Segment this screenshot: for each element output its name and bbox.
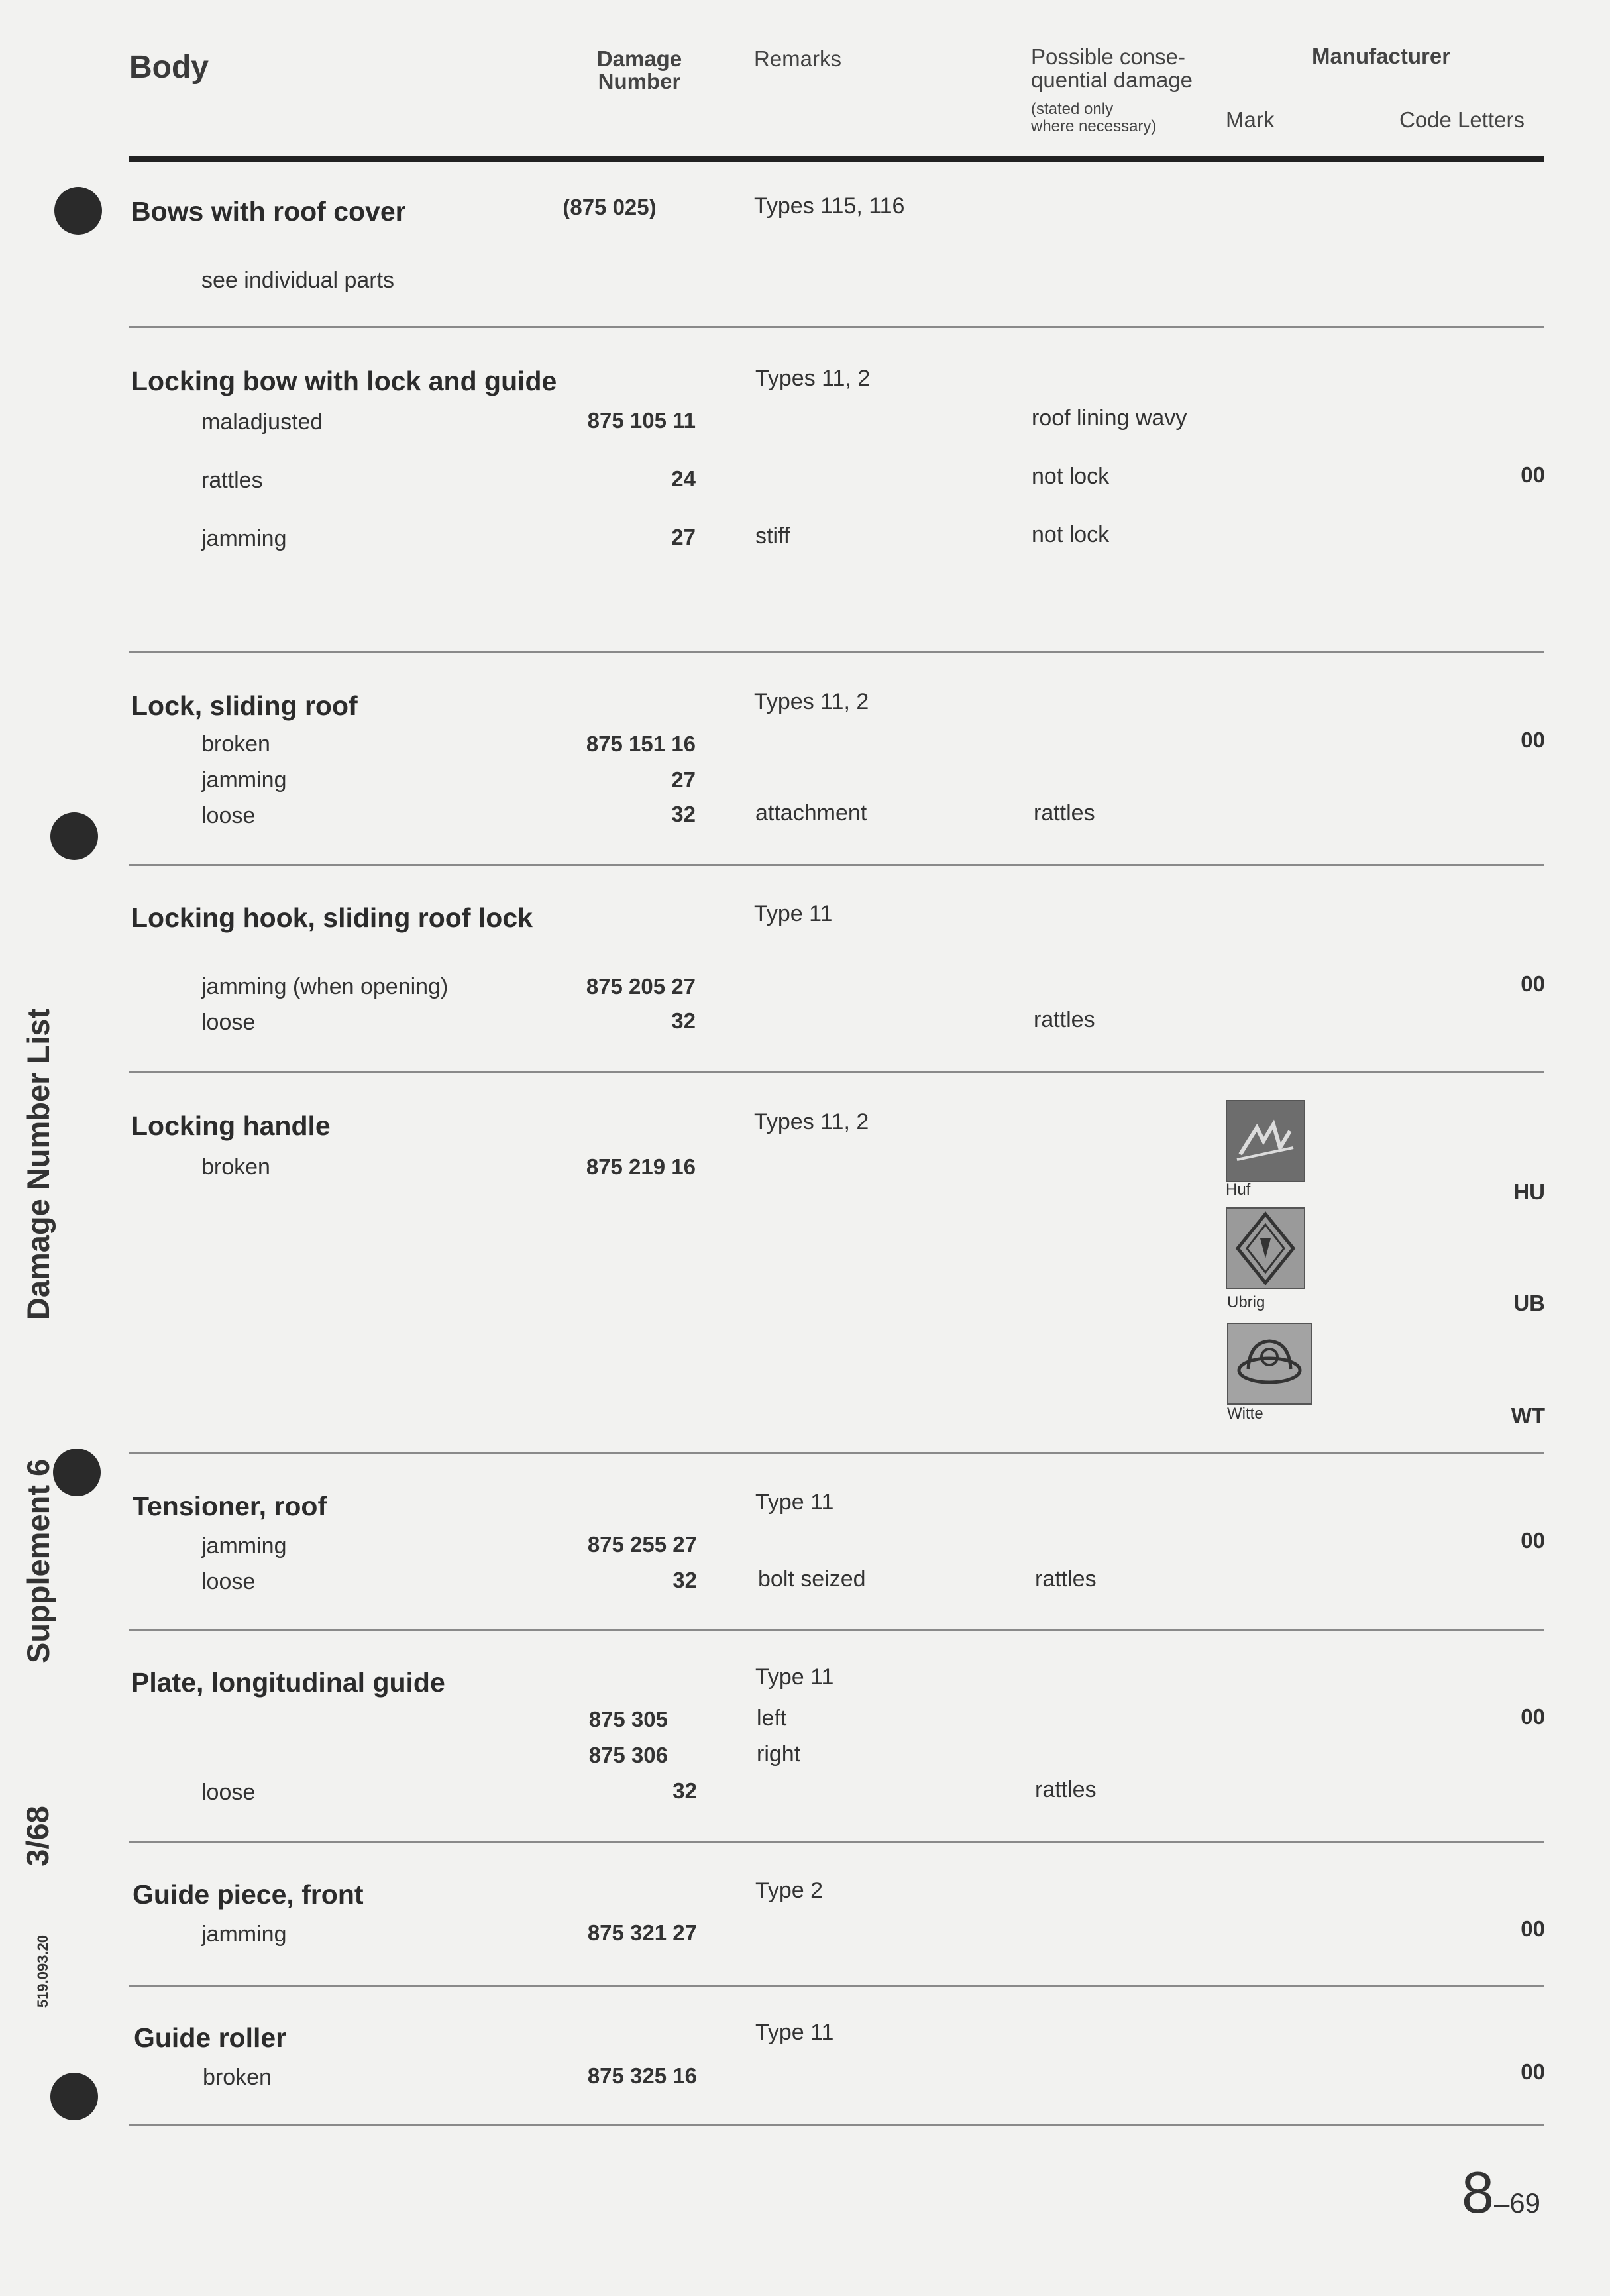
remark: Type 11 bbox=[755, 2020, 834, 2045]
header-consequential-damage: Possible conse- quential damage bbox=[1031, 44, 1193, 92]
consequential-damage: rattles bbox=[1034, 800, 1095, 826]
header-code-letters: Code Letters bbox=[1399, 107, 1525, 132]
damage-item: jamming bbox=[201, 1533, 287, 1558]
damage-number: 27 bbox=[671, 525, 696, 549]
binder-hole bbox=[54, 187, 102, 235]
side-label-doc-number: 519.093.20 bbox=[34, 1934, 51, 2008]
damage-item: broken bbox=[201, 1154, 270, 1179]
header-manufacturer: Manufacturer bbox=[1312, 44, 1451, 68]
damage-item: loose bbox=[201, 1010, 256, 1035]
code-letters: 00 bbox=[1521, 1916, 1545, 1941]
page-number-sub: –69 bbox=[1493, 2187, 1541, 2218]
manufacturer-name: Huf bbox=[1226, 1181, 1251, 1199]
remark: Types 115, 116 bbox=[754, 193, 905, 219]
header-mark: Mark bbox=[1226, 107, 1275, 132]
header-damage-number: Damage Number bbox=[596, 46, 682, 93]
damage-item: loose bbox=[201, 1569, 256, 1594]
damage-number: 875 255 27 bbox=[587, 1532, 697, 1557]
binder-hole bbox=[53, 1449, 101, 1496]
header-rule bbox=[129, 156, 1544, 162]
consequential-damage: rattles bbox=[1035, 1566, 1097, 1592]
remark: Type 11 bbox=[754, 901, 833, 926]
code-letters: 00 bbox=[1521, 728, 1545, 752]
remark: Types 11, 2 bbox=[755, 366, 871, 391]
code-letters: 00 bbox=[1521, 1528, 1545, 1553]
group-title: Locking hook, sliding roof lock bbox=[131, 902, 533, 933]
damage-number: 32 bbox=[672, 1568, 697, 1592]
group-divider bbox=[129, 1071, 1544, 1073]
group-divider bbox=[129, 1841, 1544, 1843]
remark: Types 11, 2 bbox=[754, 689, 869, 714]
damage-item: jamming bbox=[201, 1922, 287, 1947]
consequential-damage: roof lining wavy bbox=[1032, 406, 1187, 431]
binder-hole bbox=[50, 812, 98, 860]
group-title: Locking handle bbox=[131, 1111, 331, 1141]
damage-item: maladjusted bbox=[201, 410, 323, 435]
page-number bbox=[1462, 2159, 1540, 2226]
binder-hole bbox=[50, 2073, 98, 2120]
ubrig-logo-mark bbox=[1226, 1207, 1305, 1289]
damage-number: (875 025) bbox=[563, 195, 657, 219]
damage-item: broken bbox=[203, 2065, 272, 2090]
group-divider bbox=[129, 1985, 1544, 1987]
damage-number: 875 151 16 bbox=[586, 732, 696, 756]
code-letters: 00 bbox=[1521, 1704, 1545, 1729]
damage-number: 875 205 27 bbox=[586, 974, 696, 999]
damage-number: 32 bbox=[671, 1009, 696, 1033]
group-title: Tensioner, roof bbox=[133, 1491, 327, 1521]
damage-number: 875 219 16 bbox=[586, 1154, 696, 1179]
side-label-supplement: Supplement 6 bbox=[21, 1458, 56, 1663]
damage-number: 32 bbox=[672, 1778, 697, 1803]
damage-number: 875 105 11 bbox=[587, 408, 696, 433]
group-title: Guide roller bbox=[134, 2022, 287, 2053]
code-letters: HU bbox=[1513, 1179, 1545, 1204]
manufacturer-name: Witte bbox=[1227, 1405, 1263, 1423]
consequential-damage: rattles bbox=[1035, 1777, 1097, 1802]
group-title: Bows with roof cover bbox=[131, 196, 406, 227]
remark: Types 11, 2 bbox=[754, 1109, 869, 1134]
code-letters: 00 bbox=[1521, 2059, 1545, 2084]
consequential-damage: not lock bbox=[1032, 522, 1110, 547]
code-letters: UB bbox=[1513, 1291, 1545, 1315]
damage-item: jamming bbox=[201, 767, 287, 793]
header-consequential-note: (stated only where necessary) bbox=[1031, 100, 1157, 135]
group-divider bbox=[129, 1452, 1544, 1454]
remark: left bbox=[757, 1706, 787, 1731]
damage-item: loose bbox=[201, 803, 256, 828]
code-letters: 00 bbox=[1521, 971, 1545, 996]
side-label-list-name: Damage Number List bbox=[21, 1008, 56, 1321]
group-title: Lock, sliding roof bbox=[131, 690, 358, 721]
damage-number: 32 bbox=[671, 802, 696, 826]
remark: right bbox=[757, 1741, 801, 1767]
damage-number: 875 305 bbox=[588, 1707, 668, 1731]
code-letters: WT bbox=[1511, 1403, 1545, 1428]
huf-logo-mark bbox=[1226, 1100, 1305, 1182]
damage-number: 27 bbox=[671, 767, 696, 792]
group-divider bbox=[129, 864, 1544, 866]
manufacturer-name: Ubrig bbox=[1227, 1293, 1265, 1311]
damage-number: 875 306 bbox=[588, 1743, 668, 1767]
page-number-main: 8 bbox=[1462, 2159, 1494, 2225]
remark: attachment bbox=[755, 800, 867, 826]
group-divider bbox=[129, 1629, 1544, 1631]
remark: stiff bbox=[755, 523, 790, 549]
damage-item: jamming bbox=[201, 526, 287, 551]
damage-item: see individual parts bbox=[201, 268, 395, 293]
damage-item: rattles bbox=[201, 468, 263, 493]
remark: Type 2 bbox=[755, 1878, 824, 1903]
consequential-damage: not lock bbox=[1032, 464, 1110, 489]
group-title: Plate, longitudinal guide bbox=[131, 1667, 445, 1698]
damage-number: 24 bbox=[671, 466, 696, 491]
damage-item: loose bbox=[201, 1780, 256, 1805]
group-divider bbox=[129, 326, 1544, 328]
group-title: Locking bow with lock and guide bbox=[131, 366, 557, 396]
code-letters: 00 bbox=[1521, 463, 1545, 487]
group-title: Guide piece, front bbox=[133, 1879, 364, 1910]
remark: Type 11 bbox=[755, 1665, 834, 1690]
group-divider bbox=[129, 651, 1544, 653]
damage-number: 875 321 27 bbox=[587, 1920, 697, 1945]
damage-item: broken bbox=[201, 732, 270, 757]
witte-logo-mark bbox=[1227, 1323, 1312, 1405]
side-label-date: 3/68 bbox=[20, 1806, 55, 1867]
group-divider bbox=[129, 2124, 1544, 2126]
consequential-damage: rattles bbox=[1034, 1007, 1095, 1032]
remark: bolt seized bbox=[758, 1566, 866, 1592]
section-title: Body bbox=[129, 50, 209, 85]
header-remarks: Remarks bbox=[754, 46, 842, 71]
damage-number: 875 325 16 bbox=[587, 2063, 697, 2088]
remark: Type 11 bbox=[755, 1490, 834, 1515]
damage-item: jamming (when opening) bbox=[201, 974, 449, 999]
